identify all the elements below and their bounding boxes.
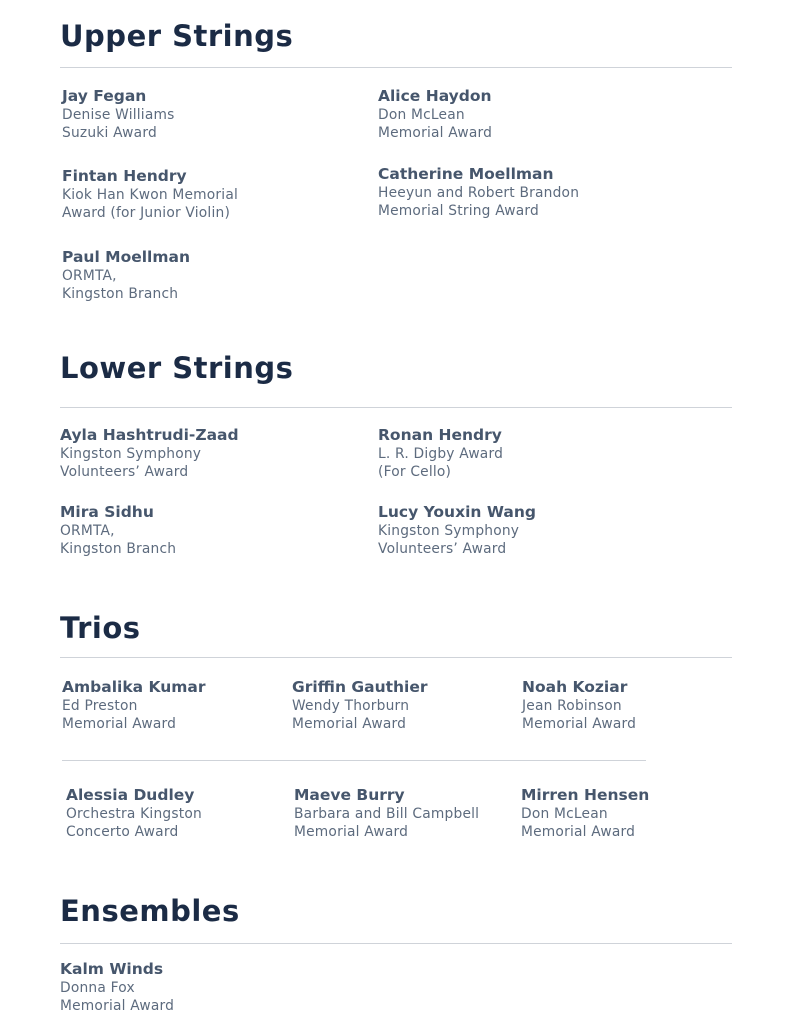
- award-line: Wendy Thorburn: [292, 698, 410, 714]
- recipient-name: Ayla Hashtrudi-Zaad: [60, 426, 239, 444]
- award-line: Volunteers’ Award: [60, 464, 189, 480]
- recipient-name: Noah Koziar: [522, 678, 628, 696]
- award-line: Orchestra Kingston: [66, 806, 202, 822]
- award-line: Suzuki Award: [62, 125, 157, 141]
- award-line: ORMTA,: [62, 268, 117, 284]
- award-line: Heeyun and Robert Brandon: [378, 185, 580, 201]
- award-entry: [292, 677, 428, 733]
- trio-group-divider: [62, 760, 646, 761]
- award-line: Memorial Award: [378, 125, 493, 141]
- award-line: L. R. Digby Award: [378, 446, 504, 462]
- award-line: Ed Preston: [62, 698, 138, 714]
- award-line: Kingston Branch: [62, 286, 179, 302]
- award-line: Concerto Award: [66, 824, 179, 840]
- award-entry: [62, 166, 238, 222]
- award-line: Jean Robinson: [522, 698, 622, 714]
- recipient-name: Kalm Winds: [60, 960, 164, 978]
- award-entry: [62, 677, 206, 733]
- award-line: Kingston Symphony: [378, 523, 520, 539]
- award-line: ORMTA,: [60, 523, 115, 539]
- award-entry: [294, 785, 479, 841]
- award-line: Memorial Award: [292, 716, 407, 732]
- award-line: Don McLean: [521, 806, 608, 822]
- section-heading-trios: Trios: [60, 611, 141, 645]
- award-line: Memorial Award: [521, 824, 636, 840]
- award-entry: [60, 959, 174, 1015]
- award-line: Donna Fox: [60, 980, 135, 996]
- recipient-name: Catherine Moellman: [378, 165, 554, 183]
- award-entry: [62, 247, 190, 303]
- award-line: Denise Williams: [62, 107, 175, 123]
- recipient-name: Alice Haydon: [378, 87, 492, 105]
- award-entry: [522, 677, 636, 733]
- section-heading-upper-strings: Upper Strings: [60, 19, 294, 53]
- award-line: Memorial Award: [60, 998, 175, 1014]
- award-line: Kingston Symphony: [60, 446, 202, 462]
- award-entry: [66, 785, 202, 841]
- award-line: Kiok Han Kwon Memorial: [62, 187, 239, 203]
- award-entry: [378, 164, 579, 220]
- award-line: Memorial Award: [62, 716, 177, 732]
- recipient-name: Fintan Hendry: [62, 167, 187, 185]
- recipient-name: Griffin Gauthier: [292, 678, 428, 696]
- section-divider: [60, 657, 732, 658]
- section-divider: [60, 407, 732, 408]
- section-divider: [60, 943, 732, 944]
- award-line: Memorial String Award: [378, 203, 540, 219]
- award-line: Don McLean: [378, 107, 465, 123]
- award-line: Volunteers’ Award: [378, 541, 507, 557]
- recipient-name: Maeve Burry: [294, 786, 405, 804]
- award-entry: [62, 86, 175, 142]
- award-entry: [378, 86, 492, 142]
- recipient-name: Jay Fegan: [62, 87, 147, 105]
- section-heading-lower-strings: Lower Strings: [60, 351, 294, 385]
- award-line: Memorial Award: [522, 716, 637, 732]
- recipient-name: Alessia Dudley: [66, 786, 195, 804]
- section-heading-ensembles: Ensembles: [60, 894, 240, 928]
- recipient-name: Paul Moellman: [62, 248, 191, 266]
- recipient-name: Ambalika Kumar: [62, 678, 206, 696]
- recipient-name: Ronan Hendry: [378, 426, 502, 444]
- award-entry: [521, 785, 649, 841]
- recipient-name: Mira Sidhu: [60, 503, 154, 521]
- recipient-name: Lucy Youxin Wang: [378, 503, 536, 521]
- award-line: Barbara and Bill Campbell: [294, 806, 480, 822]
- award-entry: [378, 502, 536, 558]
- award-entry: [60, 425, 239, 481]
- award-line: Memorial Award: [294, 824, 409, 840]
- award-line: Kingston Branch: [60, 541, 177, 557]
- recipient-name: Mirren Hensen: [521, 786, 650, 804]
- section-divider: [60, 67, 732, 68]
- award-entry: [60, 502, 176, 558]
- award-line: (For Cello): [378, 464, 452, 480]
- award-line: Award (for Junior Violin): [62, 205, 231, 221]
- award-entry: [378, 425, 503, 481]
